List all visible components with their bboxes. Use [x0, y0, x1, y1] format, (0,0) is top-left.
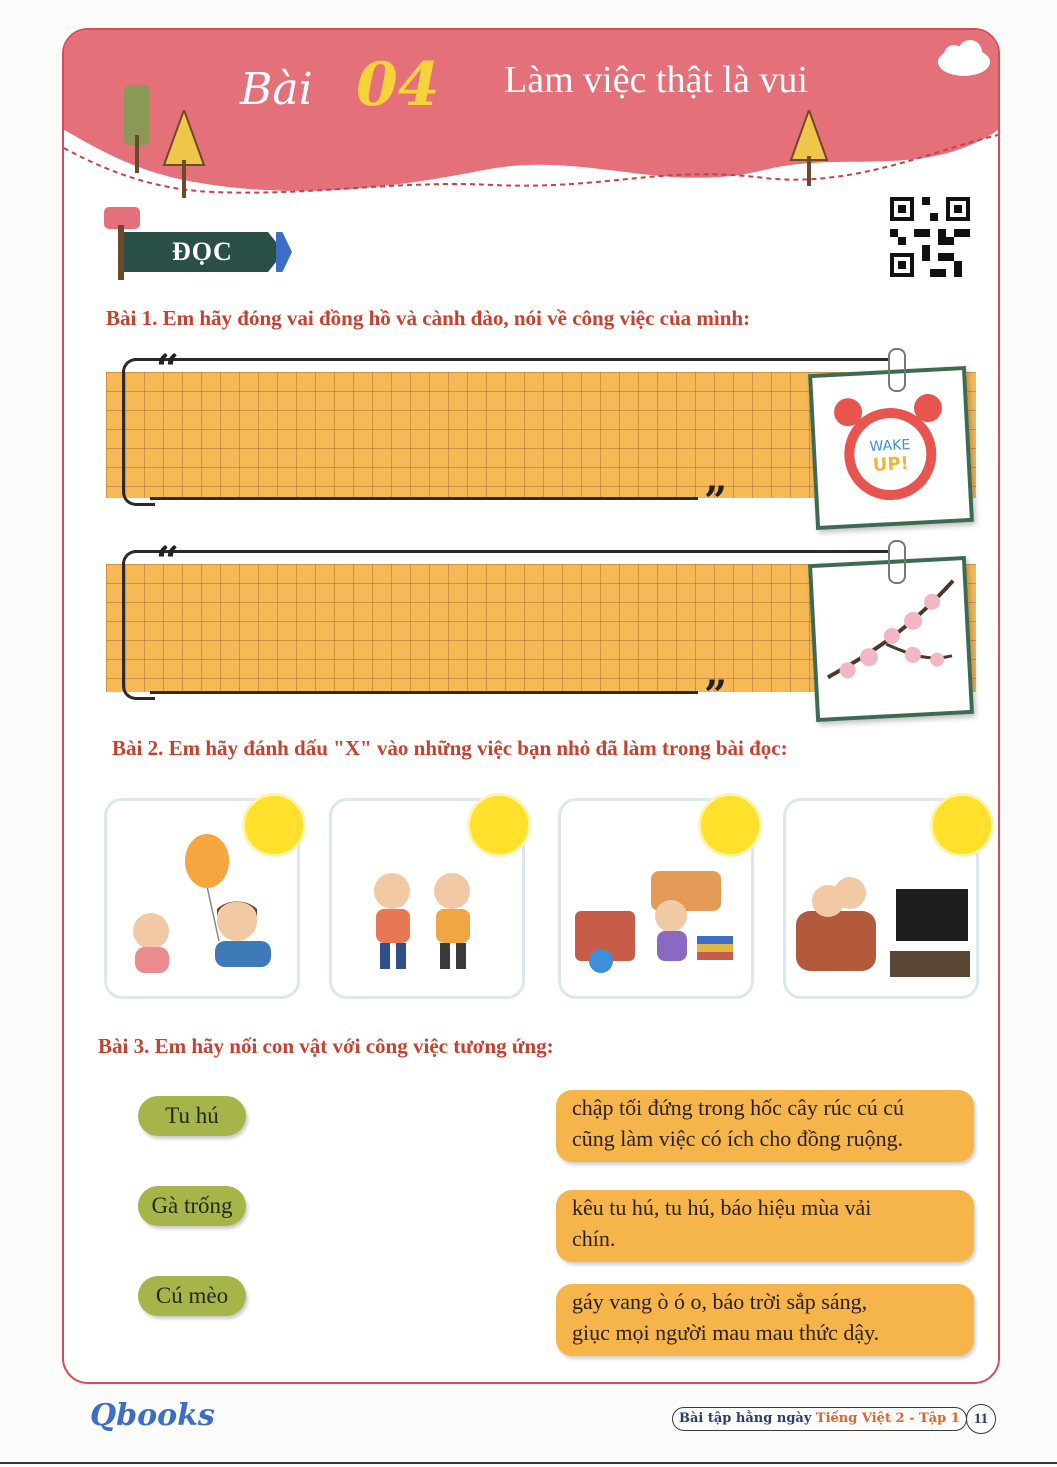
speech-bracket-bottom — [150, 497, 698, 500]
peach-blossom-branch-icon — [812, 560, 970, 718]
lesson-word: Bài — [240, 64, 313, 115]
pine-tree-right-icon — [784, 110, 834, 190]
clock-text-wake: WAKE — [869, 437, 911, 456]
animal-tu-hu[interactable]: Tu hú — [138, 1096, 246, 1136]
task-card-koel[interactable] — [556, 1190, 974, 1262]
close-quote-2: ” — [704, 672, 728, 719]
cloud-icon — [934, 40, 994, 80]
speech-bracket-top — [150, 358, 890, 361]
task-line: cũng làm việc có ích cho đồng ruộng. — [572, 1126, 904, 1151]
section-tab-arrow — [276, 232, 292, 272]
answer-circle-2[interactable] — [467, 793, 531, 857]
qr-code-icon[interactable] — [890, 197, 970, 277]
animal-ga-trong[interactable]: Gà trống — [138, 1186, 246, 1226]
close-quote: ” — [704, 478, 728, 525]
lesson-header — [64, 30, 998, 205]
paperclip-icon — [888, 348, 906, 392]
bottom-rule — [0, 1462, 1057, 1464]
animal-cu-meo[interactable]: Cú mèo — [138, 1276, 246, 1316]
lesson-title: Làm việc thật là vui — [504, 59, 808, 101]
paperclip-icon-2 — [888, 540, 906, 584]
page-frame — [62, 28, 1000, 1384]
exercise2-title[interactable]: Bài 2. Em hãy đánh dấu "X" vào những việc bạn nhỏ đã làm trong bài đọc: — [112, 736, 788, 760]
answer-circle-3[interactable] — [698, 793, 762, 857]
task-line: gáy vang ò ó o, báo trời sắp sáng, — [572, 1289, 868, 1314]
speech-bracket-bottom-2 — [150, 691, 698, 694]
alarm-clock-icon — [812, 370, 970, 526]
open-quote-2: “ — [156, 538, 180, 585]
publisher-logo: Qbooks — [90, 1398, 215, 1433]
book-prefix: Bài tập hằng ngày — [679, 1411, 812, 1426]
book-title-badge — [672, 1407, 967, 1431]
answer-circle-4[interactable] — [930, 793, 994, 857]
page-number: 11 — [966, 1404, 996, 1434]
speech-bracket-top-2 — [150, 550, 890, 553]
open-quote: “ — [156, 346, 180, 393]
task-card-owl[interactable] — [556, 1090, 974, 1162]
pine-tree-icon — [159, 110, 209, 200]
task-card-rooster[interactable] — [556, 1284, 974, 1356]
book-subject: Tiếng Việt 2 — [815, 1411, 905, 1426]
exercise3-title: Bài 3. Em hãy nối con vật với công việc tương ứng: — [98, 1034, 554, 1058]
clock-text-up: UP! — [872, 453, 910, 476]
lesson-number: 04 — [356, 50, 440, 120]
task-line: chín. — [572, 1226, 616, 1251]
speech-bracket-left-2 — [122, 550, 155, 700]
book-suffix: - Tập 1 — [909, 1411, 960, 1426]
answer-circle-1[interactable] — [242, 793, 306, 857]
task-line: giục mọi người mau mau thức dậy. — [572, 1320, 880, 1345]
section-label: ĐỌC — [172, 237, 233, 266]
task-line: chập tối đứng trong hốc cây rúc cú cú — [572, 1095, 905, 1120]
exercise1-title: Bài 1. Em hãy đóng vai đồng hồ và cành đào, nói về công việc của mình: — [106, 306, 751, 330]
task-line: kêu tu hú, tu hú, báo hiệu mùa vải — [572, 1195, 872, 1220]
speech-bracket-left — [122, 358, 155, 506]
